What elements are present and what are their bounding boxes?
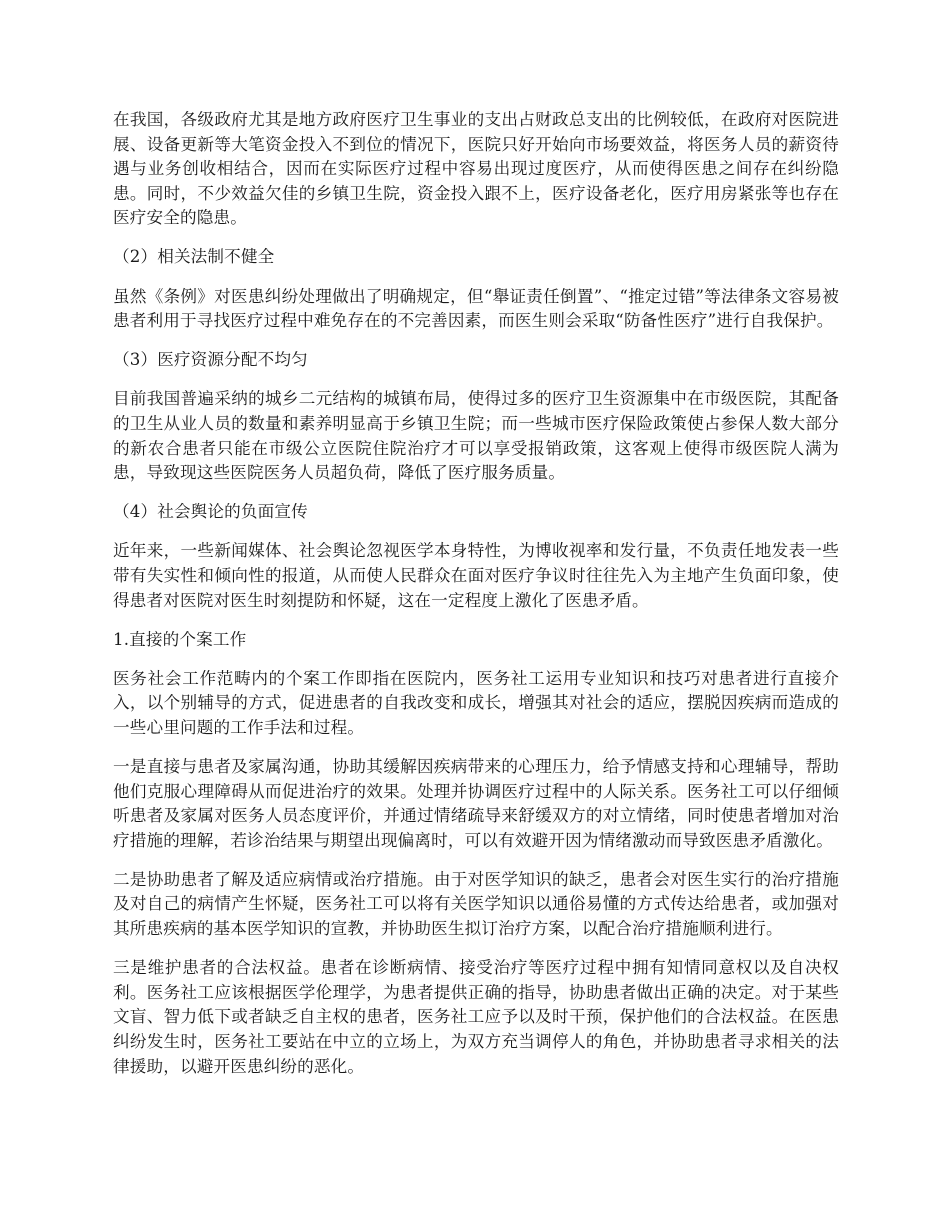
heading-public-opinion: （4）社会舆论的负面宣传 (113, 502, 308, 522)
paragraph-legal-system: 虽然《条例》对医患纠纷处理做出了明确规定，但“舉证责任倒置”、“推定过错”等法律条文容易被患者利用于寻找医疗过程中难免存在的不完善因素，而医生则会采取“防备性医疗”进行自我保护。 (113, 286, 839, 331)
heading-resource-allocation: （3）医疗资源分配不均匀 (113, 350, 308, 370)
paragraph-adaptation: 二是协助患者了解及适应病情或治疗措施。由于对医学知识的缺乏，患者会对医生实行的治疗措施及对自己的病情产生怀疑，医务社工可以将有关医学知识以通俗易懂的方式传达给患者，或加强对其所患疾病的基本医学知识的宣教，并协助医生拟订治疗方案，以配合治疗措施顺利进行。 (113, 869, 839, 939)
paragraph-public-opinion: 近年来，一些新闻媒体、社会舆论忽视医学本身特性，为博收视率和发行量，不负责任地发表一些带有失实性和倾向性的报道，从而使人民群众在面对医疗争议时往往先入为主地产生负面印象，使得患者对医院对医生时刻提防和怀疑，这在一定程度上激化了医患矛盾。 (113, 541, 839, 610)
paragraph-rights: 三是维护患者的合法权益。患者在诊断病情、接受治疗等医疗过程中拥有知情同意权以及自决权利。医务社工应该根据医学伦理学，为患者提供正确的指导，协助患者做出正确的决定。对于某些文盲、智力低下或者缺乏自主权的患者，医务社工应予以及时干预，保护他们的合法权益。在医患纠纷发生时，医务社工要站在中立的立场上，为双方充当调停人的角色，并协助患者寻求相关的法律援助，以避开医患纠纷的恶化。 (113, 958, 839, 1076)
heading-case-work: 1.直接的个案工作 (113, 629, 247, 649)
paragraph-communication: 一是直接与患者及家属沟通，协助其缓解因疾病带来的心理压力，给予情感支持和心理辅导，帮助他们克服心理障碍从而促进治疗的效果。处理并协调医疗过程中的人际关系。医务社工可以仔细倾听患者及家属对医务人员态度评价，并通过情绪疏导来舒缓双方的对立情绪，同时使患者增加对治疗措施的理解，若诊治结果与期望出现偏离时，可以有效避开因为情绪激动而导致医患矛盾激化。 (113, 756, 839, 850)
paragraph-case-work: 医务社会工作范畴内的个案工作即指在医院内，医务社工运用专业知识和技巧对患者进行直接介入，以个别辅导的方式，促进患者的自我改变和成长，增强其对社会的适应，摆脱因疾病而造成的一些心里问题的工作手法和过程。 (113, 668, 839, 737)
paragraph-resource-allocation: 目前我国普遍采纳的城乡二元结构的城镇布局，使得过多的医疗卫生资源集中在市级医院，其配备的卫生从业人员的数量和素养明显高于乡镇卫生院；而一些城市医疗保险政策使占参保人数大部分的新农合患者只能在市级公立医院住院治疗才可以享受报销政策，这客观上使得市级医院人满为患，导致现这些医院医务人员超负荷，降低了医疗服务质量。 (113, 389, 839, 483)
heading-legal-system: （2）相关法制不健全 (113, 247, 275, 267)
paragraph-funding: 在我国，各级政府尤其是地方政府医疗卫生事业的支出占财政总支出的比例较低，在政府对医院进展、设备更新等大笔资金投入不到位的情况下，医院只好开始向市场要效益，将医务人员的薪资待遇与业务创收相结合，因而在实际医疗过程中容易出现过度医疗，从而使得医患之间存在纠纷隐患。同时，不少效益欠佳的乡镇卫生院，资金投入跟不上，医疗设备老化，医疗用房紧张等也存在医疗安全的隐患。 (113, 110, 839, 228)
document-page (113, 108, 839, 1094)
